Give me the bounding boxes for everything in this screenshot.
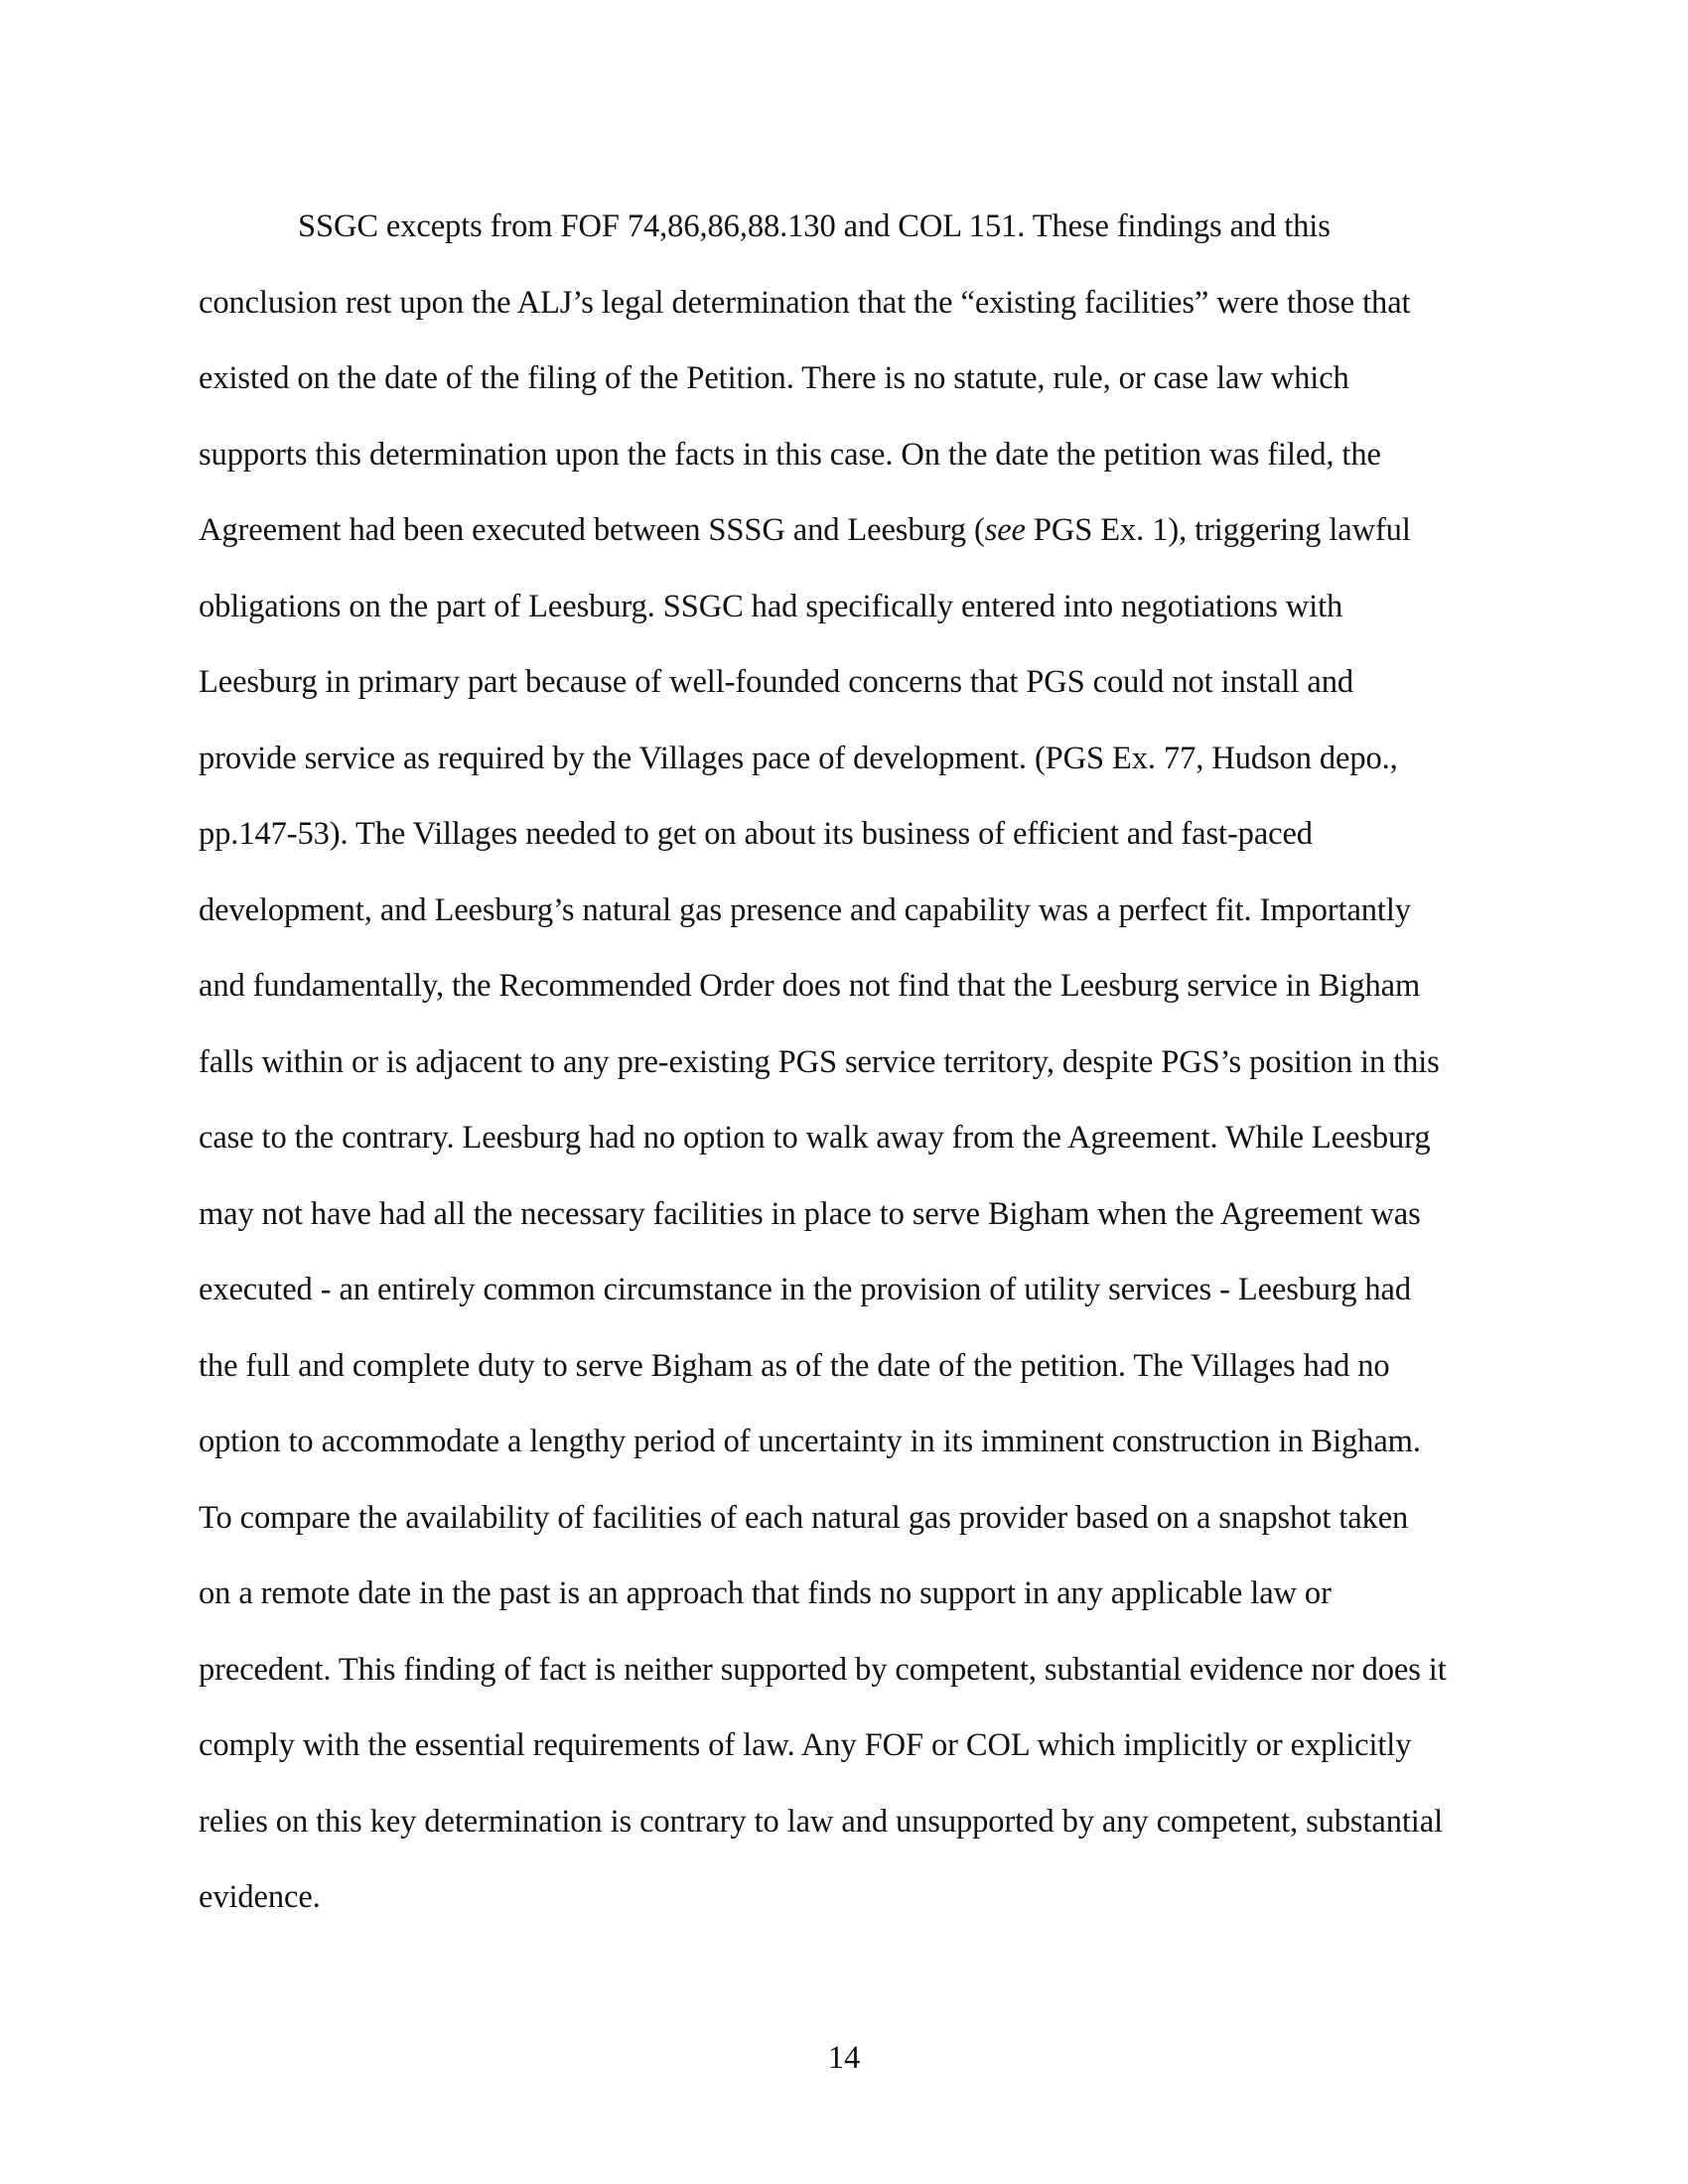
body-paragraph xyxy=(199,189,1489,1936)
paragraph-line: pp.147-53). The Villages needed to get on about its business of efficient and fast-paced xyxy=(199,816,1313,852)
paragraph-line: obligations on the part of Leesburg. SSGC had specifically entered into negotiations with xyxy=(199,588,1343,624)
paragraph-line: may not have had all the necessary facilities in place to serve Bigham when the Agreement was xyxy=(199,1195,1421,1232)
paragraph-line: falls within or is adjacent to any pre-existing PGS service territory, despite PGS’s position in this xyxy=(199,1043,1440,1080)
paragraph-line: development, and Leesburg’s natural gas presence and capability was a perfect fit. Importantly xyxy=(199,891,1411,928)
paragraph-line: comply with the essential requirements of law. Any FOF or COL which implicitly or explicitly xyxy=(199,1727,1412,1763)
line-segment: Agreement had been executed between SSSG and Leesburg ( xyxy=(199,512,985,548)
paragraph-line: precedent. This finding of fact is neither supported by competent, substantial evidence nor does it xyxy=(199,1651,1447,1688)
paragraph-line: To compare the availability of facilities of each natural gas provider based on a snapshot taken xyxy=(199,1499,1409,1536)
paragraph-line: existed on the date of the filing of the Petition. There is no statute, rule, or case law which xyxy=(199,360,1349,396)
paragraph-line: supports this determination upon the facts in this case. On the date the petition was filed, the xyxy=(199,436,1381,473)
paragraph-line: SSGC excepts from FOF 74,86,86,88.130 and COL 151. These findings and this xyxy=(298,208,1331,244)
paragraph-line: option to accommodate a lengthy period of uncertainty in its imminent construction in Bigham. xyxy=(199,1424,1421,1459)
paragraph-line xyxy=(199,492,1489,569)
paragraph-line: Leesburg in primary part because of well-founded concerns that PGS could not install and xyxy=(199,664,1353,700)
paragraph-line: conclusion rest upon the ALJ’s legal determination that the “existing facilities” were those that xyxy=(199,284,1411,321)
italic-citation-signal: see xyxy=(984,512,1026,548)
paragraph-line: the full and complete duty to serve Bigham as of the date of the petition. The Villages had no xyxy=(199,1347,1390,1384)
paragraph-line: on a remote date in the past is an approach that finds no support in any applicable law or xyxy=(199,1575,1332,1611)
paragraph-line: evidence. xyxy=(199,1879,321,1915)
page-number: 14 xyxy=(827,2040,861,2076)
line-segment: PGS Ex. 1), triggering lawful xyxy=(1025,512,1411,548)
paragraph-line: executed - an entirely common circumstance in the provision of utility services - Leesburg had xyxy=(199,1272,1411,1307)
paragraph-line: and fundamentally, the Recommended Order does not find that the Leesburg service in Bigham xyxy=(199,968,1421,1004)
paragraph-line: provide service as required by the Villages pace of development. (PGS Ex. 77, Hudson depo., xyxy=(199,740,1398,776)
paragraph-line: case to the contrary. Leesburg had no option to walk away from the Agreement. While Leesburg xyxy=(199,1120,1431,1156)
paragraph-line: relies on this key determination is contrary to law and unsupported by any competent, substantial xyxy=(199,1803,1443,1840)
